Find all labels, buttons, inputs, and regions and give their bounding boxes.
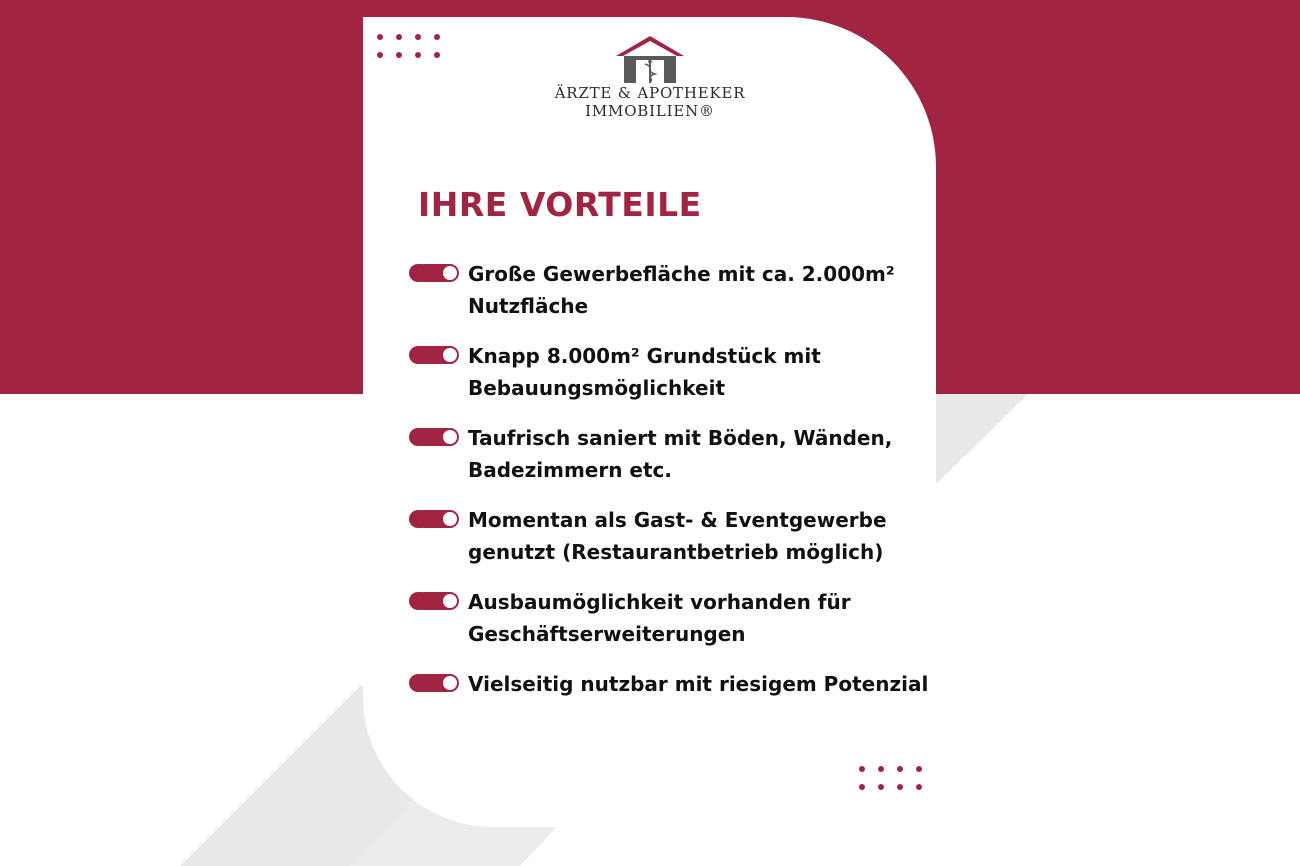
toggle-on-icon <box>409 428 459 446</box>
list-item <box>409 340 929 422</box>
decorative-dots-bottom <box>859 766 922 790</box>
list-item <box>409 668 929 750</box>
list-item <box>409 258 929 340</box>
toggle-on-icon <box>409 674 459 692</box>
house-with-caduceus-icon <box>614 34 686 84</box>
decorative-dots-top <box>377 34 440 58</box>
toggle-on-icon <box>409 264 459 282</box>
toggle-on-icon <box>409 346 459 364</box>
list-item <box>409 586 929 668</box>
page-title: IHRE VORTEILE <box>418 185 702 224</box>
toggle-on-icon <box>409 510 459 528</box>
list-item <box>409 504 929 586</box>
benefit-text: Knapp 8.000m² Grundstück mit Bebauungsmöglichkeit <box>468 344 821 400</box>
benefit-text: Große Gewerbefläche mit ca. 2.000m² Nutzfläche <box>468 262 895 318</box>
benefit-text: Taufrisch saniert mit Böden, Wänden, Badezimmern etc. <box>468 426 893 482</box>
list-item <box>409 422 929 504</box>
benefit-text: Vielseitig nutzbar mit riesigem Potenzial <box>468 672 929 696</box>
logo-text-line1: ÄRZTE & APOTHEKER <box>554 84 746 102</box>
benefit-text: Momentan als Gast- & Eventgewerbe genutzt (Restaurantbetrieb möglich) <box>468 508 887 564</box>
logo-text-line2: IMMOBILIEN® <box>585 102 715 120</box>
company-logo <box>540 34 760 120</box>
toggle-on-icon <box>409 592 459 610</box>
benefits-list <box>409 258 929 750</box>
benefit-text: Ausbaumöglichkeit vorhanden für Geschäftserweiterungen <box>468 590 851 646</box>
